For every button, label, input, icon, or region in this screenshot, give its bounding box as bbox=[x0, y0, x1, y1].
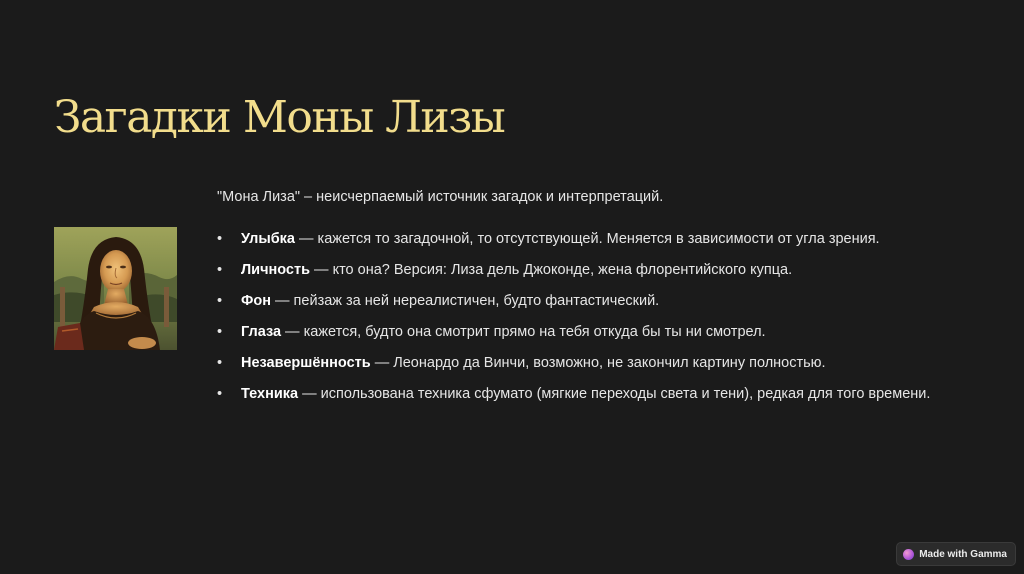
list-item bbox=[217, 350, 977, 376]
list-item bbox=[217, 319, 977, 345]
list-item bbox=[217, 226, 977, 252]
list-item bbox=[217, 288, 977, 314]
list-item bbox=[217, 257, 977, 283]
mona-lisa-image bbox=[54, 227, 177, 350]
made-with-gamma-button[interactable] bbox=[896, 542, 1016, 566]
slide-title: Загадки Моны Лизы bbox=[54, 92, 505, 143]
bullet-marker: • bbox=[217, 386, 223, 402]
bullet-term: Техника bbox=[241, 386, 299, 402]
bullet-term: Глаза bbox=[241, 324, 282, 340]
facts-list bbox=[217, 226, 977, 412]
bullet-description: — кто она? Версия: Лиза дель Джоконде, жена флорентийского купца. bbox=[310, 262, 793, 278]
mona-lisa-painting bbox=[54, 227, 177, 350]
badge-label: Made with Gamma bbox=[919, 548, 1007, 560]
bullet-term: Улыбка bbox=[241, 231, 295, 247]
intro-text: "Мона Лиза" – неисчерпаемый источник загадок и интерпретаций. bbox=[217, 189, 664, 205]
bullet-term: Незавершённость bbox=[241, 355, 371, 371]
list-item bbox=[217, 381, 977, 407]
gamma-logo-icon bbox=[903, 549, 914, 560]
bullet-term: Фон bbox=[241, 293, 271, 309]
bullet-marker: • bbox=[217, 231, 223, 247]
bullet-description: — кажется то загадочной, то отсутствующей. Меняется в зависимости от угла зрения. bbox=[294, 231, 880, 247]
bullet-description: — пейзаж за ней нереалистичен, будто фантастический. bbox=[271, 293, 660, 309]
bullet-marker: • bbox=[217, 293, 223, 309]
bullet-description: — кажется, будто она смотрит прямо на тебя откуда бы ты ни смотрел. bbox=[281, 324, 766, 340]
bullet-marker: • bbox=[217, 355, 223, 371]
bullet-marker: • bbox=[217, 262, 223, 278]
bullet-term: Личность bbox=[241, 262, 311, 278]
bullet-marker: • bbox=[217, 324, 223, 340]
bullet-description: — использована техника сфумато (мягкие переходы света и тени), редкая для того времени. bbox=[298, 386, 931, 402]
bullet-description: — Леонардо да Винчи, возможно, не закончил картину полностью. bbox=[370, 355, 826, 371]
